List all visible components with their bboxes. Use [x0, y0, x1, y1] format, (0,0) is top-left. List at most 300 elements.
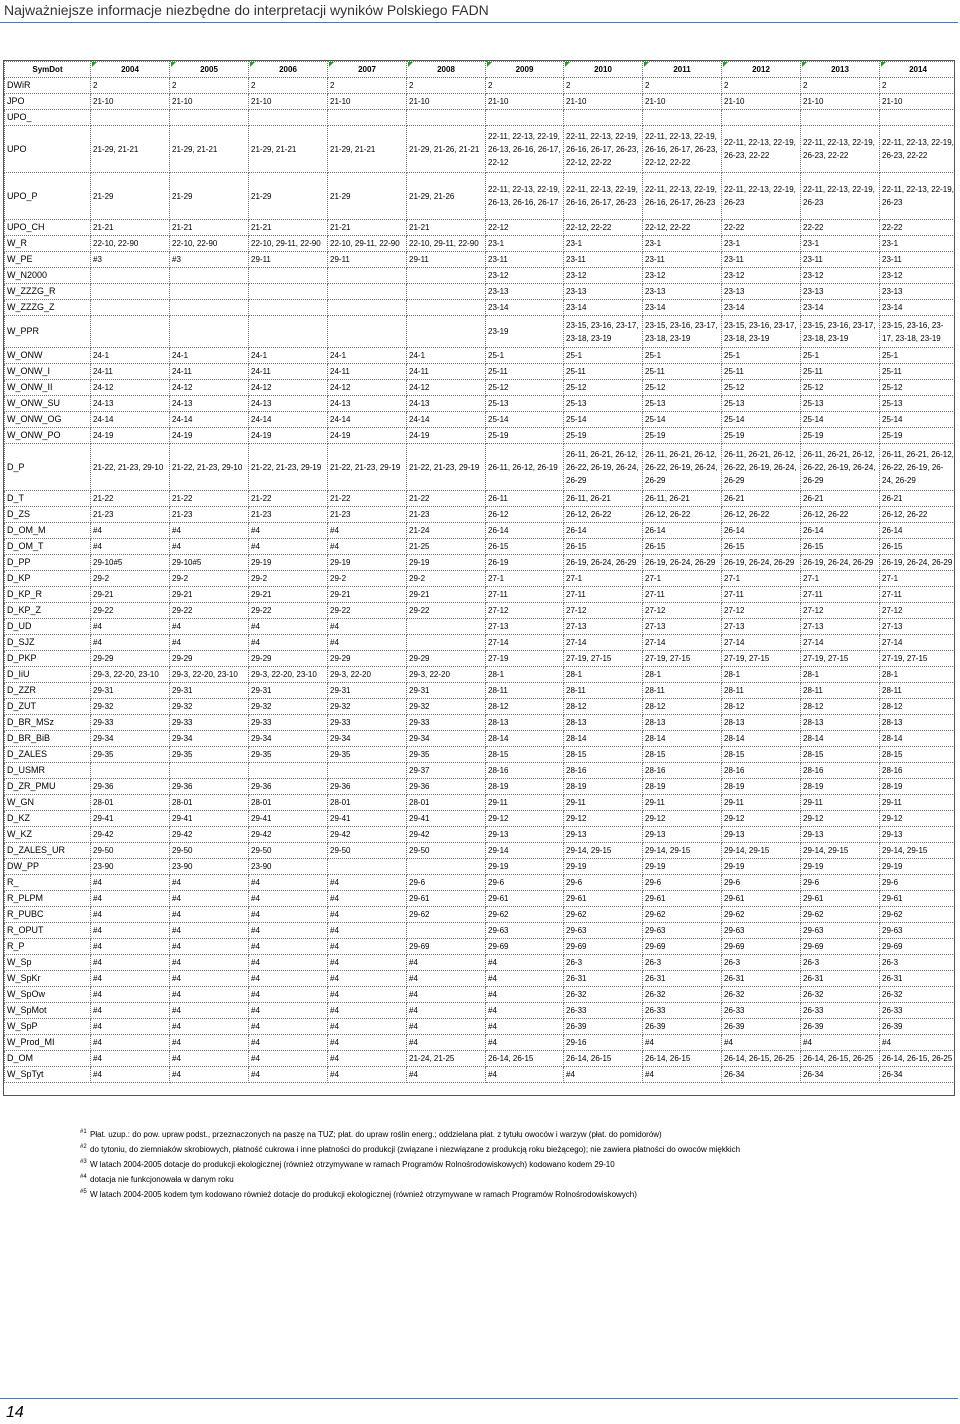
table-cell: 25-11 — [880, 364, 956, 380]
table-row — [5, 220, 956, 236]
table-cell: #4 — [328, 523, 407, 539]
table-cell: 26-39 — [564, 1019, 643, 1035]
table-cell — [170, 284, 249, 300]
table-cell: 27-11 — [643, 587, 722, 603]
page-footer-rule — [0, 1398, 958, 1399]
table-cell: #4 — [328, 891, 407, 907]
table-row — [5, 747, 956, 763]
table-row — [5, 252, 956, 268]
table-cell: 26-15 — [880, 539, 956, 555]
footnote — [80, 1143, 950, 1158]
table-cell: 29-62 — [486, 907, 564, 923]
row-label: W_Sp — [5, 955, 91, 971]
table-cell: 29-19 — [722, 859, 801, 875]
table-cell: 28-01 — [249, 795, 328, 811]
table-cell: 29-63 — [801, 923, 880, 939]
table-cell: 29-42 — [170, 827, 249, 843]
table-cell: 27-12 — [643, 603, 722, 619]
table-cell: 29-11 — [880, 795, 956, 811]
table-cell: #4 — [91, 939, 170, 955]
table-cell: 28-01 — [170, 795, 249, 811]
table-cell: 25-1 — [486, 348, 564, 364]
column-header-label: 2009 — [515, 65, 534, 74]
table-cell: 21-29 — [91, 173, 170, 220]
table-cell: 24-14 — [249, 412, 328, 428]
table-cell: 28-1 — [643, 667, 722, 683]
table-cell — [170, 268, 249, 284]
table-cell: 26-3 — [564, 955, 643, 971]
row-label: W_ONW_II — [5, 380, 91, 396]
table-cell: 24-11 — [407, 364, 486, 380]
table-cell: 25-19 — [564, 428, 643, 444]
column-header-label: 2005 — [200, 65, 218, 74]
table-cell: 24-11 — [249, 364, 328, 380]
table-cell: 26-15 — [801, 539, 880, 555]
table-cell: 27-13 — [801, 619, 880, 635]
table-cell: 29-62 — [643, 907, 722, 923]
table-row — [5, 428, 956, 444]
table-row — [5, 875, 956, 891]
table-cell: 29-10#5 — [91, 555, 170, 571]
table-cell: 28-16 — [880, 763, 956, 779]
table-cell: 23-1 — [880, 236, 956, 252]
table-row — [5, 268, 956, 284]
table-cell: 25-11 — [564, 364, 643, 380]
table-cell — [328, 284, 407, 300]
table-cell: #4 — [407, 1019, 486, 1035]
table-cell: 29-37 — [407, 763, 486, 779]
table-cell: 26-19, 26-24, 26-29 — [643, 555, 722, 571]
table-cell: 29-2 — [407, 571, 486, 587]
table-cell: 25-14 — [722, 412, 801, 428]
table-cell: 26-14, 26-15, 26-25 — [722, 1051, 801, 1067]
table-cell: 28-1 — [486, 667, 564, 683]
table-cell: 27-14 — [722, 635, 801, 651]
table-cell: 29-61 — [486, 891, 564, 907]
row-label: D_ZALES_UR — [5, 843, 91, 859]
table-cell: 23-11 — [643, 252, 722, 268]
table-cell: 28-1 — [801, 667, 880, 683]
table-cell: 27-12 — [486, 603, 564, 619]
table-cell: #4 — [486, 955, 564, 971]
table-cell: 29-61 — [801, 891, 880, 907]
table-cell: #4 — [328, 875, 407, 891]
table-cell: 28-14 — [801, 731, 880, 747]
table-cell: #4 — [486, 1019, 564, 1035]
table-cell: 28-19 — [486, 779, 564, 795]
table-cell: 21-22, 21-23, 29-10 — [170, 444, 249, 491]
table-cell: 22-11, 22-13, 22-19, 26-16, 26-17, 26-23, 22-12, 22-22 — [643, 126, 722, 173]
table-cell: 25-11 — [643, 364, 722, 380]
table-cell: 29-41 — [249, 811, 328, 827]
table-cell: 21-22 — [328, 491, 407, 507]
cell-comment-flag-icon — [723, 62, 728, 67]
table-row — [5, 1035, 956, 1051]
table-cell: 26-34 — [801, 1067, 880, 1083]
table-cell: 28-15 — [564, 747, 643, 763]
row-label: W_ONW_OG — [5, 412, 91, 428]
table-cell: 29-22 — [91, 603, 170, 619]
table-cell: 26-15 — [486, 539, 564, 555]
table-cell: 29-6 — [880, 875, 956, 891]
table-cell: #4 — [170, 619, 249, 635]
table-cell: 24-13 — [91, 396, 170, 412]
table-cell: 27-1 — [801, 571, 880, 587]
table-cell: 22-12 — [486, 220, 564, 236]
row-label: D_OM_T — [5, 539, 91, 555]
table-cell: 21-22 — [407, 491, 486, 507]
table-cell: 29-63 — [643, 923, 722, 939]
table-cell: 29-50 — [328, 843, 407, 859]
table-cell: 29-33 — [170, 715, 249, 731]
row-label: D_KP_Z — [5, 603, 91, 619]
table-cell: #4 — [249, 939, 328, 955]
table-cell: 29-11 — [643, 795, 722, 811]
table-cell: 28-11 — [564, 683, 643, 699]
table-row — [5, 348, 956, 364]
table-cell: 28-13 — [722, 715, 801, 731]
table-cell: 28-16 — [486, 763, 564, 779]
column-header-label: 2011 — [673, 65, 691, 74]
table-cell: 23-90 — [249, 859, 328, 875]
table-cell: 21-22, 21-23, 29-19 — [407, 444, 486, 491]
row-label: W_PPR — [5, 316, 91, 348]
table-cell: 28-14 — [564, 731, 643, 747]
table-cell: 21-10 — [170, 94, 249, 110]
table-cell: 27-19, 27-15 — [564, 651, 643, 667]
table-cell: 26-3 — [643, 955, 722, 971]
table-cell: 28-11 — [722, 683, 801, 699]
table-cell: #4 — [486, 987, 564, 1003]
table-cell: #4 — [91, 891, 170, 907]
table-cell: 28-14 — [643, 731, 722, 747]
table-row — [5, 651, 956, 667]
table-cell: 25-1 — [722, 348, 801, 364]
table-cell: 25-1 — [564, 348, 643, 364]
table-cell: 24-14 — [91, 412, 170, 428]
table-cell: 29-6 — [643, 875, 722, 891]
table-cell: 23-13 — [643, 284, 722, 300]
footnote-text: dotacja nie funkcjonowała w danym roku — [90, 1175, 234, 1184]
table-cell: 26-31 — [722, 971, 801, 987]
table-cell: #4 — [170, 523, 249, 539]
table-cell: 26-12, 26-22 — [880, 507, 956, 523]
table-cell: #4 — [328, 539, 407, 555]
table-cell: #4 — [722, 1035, 801, 1051]
table-cell: 22-10, 29-11, 22-90 — [249, 236, 328, 252]
table-cell: 29-3, 22-20, 23-10 — [91, 667, 170, 683]
table-cell: 26-39 — [880, 1019, 956, 1035]
table-cell: 25-13 — [801, 396, 880, 412]
table-cell: 26-14, 26-15 — [486, 1051, 564, 1067]
table-cell: 22-12, 22-22 — [643, 220, 722, 236]
footnote — [80, 1173, 950, 1188]
table-cell — [407, 316, 486, 348]
table-cell: 28-16 — [722, 763, 801, 779]
column-header — [564, 62, 643, 78]
table-cell: 27-1 — [486, 571, 564, 587]
table-cell — [249, 763, 328, 779]
table-cell: 28-16 — [801, 763, 880, 779]
table-cell: 25-14 — [880, 412, 956, 428]
table-cell: 26-15 — [643, 539, 722, 555]
table-cell: 23-11 — [880, 252, 956, 268]
table-cell: 22-11, 22-13, 22-19, 26-13, 26-16, 26-17 — [486, 173, 564, 220]
table-cell — [407, 300, 486, 316]
table-cell: 22-10, 22-90 — [91, 236, 170, 252]
table-cell: 26-19, 26-24, 26-29 — [722, 555, 801, 571]
row-label: D_OM — [5, 1051, 91, 1067]
table-cell: #4 — [170, 875, 249, 891]
table-cell: 26-39 — [722, 1019, 801, 1035]
table-cell: 26-11, 26-21, 26-12, 26-22, 26-19, 26-24, 26-29 — [564, 444, 643, 491]
table-cell: 21-29 — [170, 173, 249, 220]
table-cell: 25-13 — [643, 396, 722, 412]
table-cell: 29-32 — [407, 699, 486, 715]
table-cell: 26-14, 26-15, 26-25 — [880, 1051, 956, 1067]
table-cell: 28-13 — [801, 715, 880, 731]
table-cell: 25-19 — [880, 428, 956, 444]
table-cell: #4 — [486, 1035, 564, 1051]
table-cell: 26-33 — [722, 1003, 801, 1019]
table-cell: 26-12, 26-22 — [722, 507, 801, 523]
footnote-text: W latach 2004-2005 dotacje do produkcji ekologicznej (również otrzymywane w ramach Programów Rolnośrodowiskowych) kodowano kodem 29-10 — [90, 1160, 615, 1169]
table-cell: 29-63 — [880, 923, 956, 939]
table-cell: 29-62 — [564, 907, 643, 923]
table-cell: 29-69 — [880, 939, 956, 955]
table-cell: 29-29 — [249, 651, 328, 667]
table-cell: #4 — [249, 875, 328, 891]
table-cell — [170, 110, 249, 126]
table-cell: 25-19 — [801, 428, 880, 444]
table-cell — [407, 859, 486, 875]
table-cell: 23-15, 23-16, 23-17, 23-18, 23-19 — [801, 316, 880, 348]
column-header — [486, 62, 564, 78]
table-cell: #4 — [91, 907, 170, 923]
table-cell: 29-31 — [407, 683, 486, 699]
table-cell: 29-11 — [486, 795, 564, 811]
table-row — [5, 587, 956, 603]
column-header — [249, 62, 328, 78]
table-cell: 25-12 — [564, 380, 643, 396]
table-cell — [328, 763, 407, 779]
table-cell: 29-31 — [328, 683, 407, 699]
table-cell: 29-2 — [91, 571, 170, 587]
table-cell: 25-12 — [880, 380, 956, 396]
table-cell: 21-25 — [407, 539, 486, 555]
row-label: D_ZS — [5, 507, 91, 523]
table-cell: 28-01 — [91, 795, 170, 811]
column-header-label: 2010 — [594, 65, 612, 74]
table-row — [5, 987, 956, 1003]
table-cell: 23-15, 23-16, 23-17, 23-18, 23-19 — [643, 316, 722, 348]
table-cell: 26-3 — [880, 955, 956, 971]
table-cell: 27-14 — [486, 635, 564, 651]
table-cell: 26-12 — [486, 507, 564, 523]
table-row — [5, 110, 956, 126]
footnote-mark: #1 — [80, 1129, 87, 1135]
table-cell: 24-11 — [91, 364, 170, 380]
table-cell: 29-41 — [328, 811, 407, 827]
table-cell: 26-21 — [801, 491, 880, 507]
table-cell: #4 — [328, 635, 407, 651]
table-cell: 22-11, 22-13, 22-19, 26-16, 26-17, 26-23, 22-12, 22-22 — [564, 126, 643, 173]
table-cell: 23-14 — [486, 300, 564, 316]
table-cell: 23-11 — [564, 252, 643, 268]
table-cell: #3 — [91, 252, 170, 268]
table-cell: 23-1 — [564, 236, 643, 252]
row-label: W_KZ — [5, 827, 91, 843]
table-cell: 2 — [91, 78, 170, 94]
table-cell: 26-11, 26-21, 26-12, 26-22, 26-19, 26-24, 26-29 — [801, 444, 880, 491]
footnote — [80, 1158, 950, 1173]
table-cell: 21-10 — [564, 94, 643, 110]
table-cell: 29-35 — [91, 747, 170, 763]
table-cell: 28-13 — [643, 715, 722, 731]
footnote-mark: #5 — [80, 1189, 87, 1195]
table-cell: 24-14 — [170, 412, 249, 428]
table-cell — [249, 300, 328, 316]
table-cell: 26-14, 26-15 — [564, 1051, 643, 1067]
table-cell: 24-13 — [170, 396, 249, 412]
table-cell: #4 — [249, 891, 328, 907]
table-cell: #4 — [170, 1051, 249, 1067]
table-cell: 21-10 — [91, 94, 170, 110]
table-cell: 26-11, 26-21, 26-12, 26-22, 26-19, 26-24, 26-29 — [643, 444, 722, 491]
table-cell: 26-31 — [880, 971, 956, 987]
table-cell: 29-50 — [170, 843, 249, 859]
table-cell: 22-22 — [801, 220, 880, 236]
table-cell: 21-21 — [249, 220, 328, 236]
table-cell: #4 — [801, 1035, 880, 1051]
table-cell: 29-61 — [880, 891, 956, 907]
table-cell: 29-33 — [91, 715, 170, 731]
table-cell: #4 — [328, 1051, 407, 1067]
table-cell: 21-23 — [328, 507, 407, 523]
table-cell: 2 — [328, 78, 407, 94]
table-cell: 23-13 — [486, 284, 564, 300]
table-cell: 23-12 — [801, 268, 880, 284]
column-header-label: 2014 — [909, 65, 927, 74]
row-label: W_ZZZG_R — [5, 284, 91, 300]
table-cell: 29-14, 29-15 — [564, 843, 643, 859]
row-label: R_PUBC — [5, 907, 91, 923]
table-cell: 28-11 — [643, 683, 722, 699]
table-cell — [91, 300, 170, 316]
table-cell: 23-14 — [880, 300, 956, 316]
table-cell: 21-22, 21-23, 29-19 — [328, 444, 407, 491]
table-cell: #4 — [486, 1067, 564, 1083]
table-cell: 21-29, 21-21 — [170, 126, 249, 173]
table-cell: #4 — [249, 923, 328, 939]
column-header — [170, 62, 249, 78]
table-cell — [170, 316, 249, 348]
table-row — [5, 619, 956, 635]
table-cell: 29-16 — [564, 1035, 643, 1051]
row-label: W_SpTyt — [5, 1067, 91, 1083]
table-row — [5, 300, 956, 316]
table-cell: 23-14 — [801, 300, 880, 316]
table-cell: 23-13 — [564, 284, 643, 300]
table-cell: 28-19 — [722, 779, 801, 795]
table-cell: 2 — [170, 78, 249, 94]
table-cell: 22-11, 22-13, 22-19, 26-23 — [880, 173, 956, 220]
table-cell: 21-21 — [407, 220, 486, 236]
table-cell: 27-14 — [801, 635, 880, 651]
table-cell: 23-12 — [486, 268, 564, 284]
table-cell — [643, 110, 722, 126]
footnote-mark: #3 — [80, 1159, 87, 1165]
column-header-label: 2013 — [831, 65, 849, 74]
table-cell: #4 — [170, 939, 249, 955]
row-label: D_IiU — [5, 667, 91, 683]
table-cell: 26-12, 26-22 — [564, 507, 643, 523]
table-cell: 29-61 — [722, 891, 801, 907]
column-header-label: 2006 — [279, 65, 297, 74]
table-cell: #4 — [170, 1003, 249, 1019]
table-cell: 29-13 — [643, 827, 722, 843]
table-cell: 29-32 — [170, 699, 249, 715]
table-cell: 29-3, 22-20, 23-10 — [170, 667, 249, 683]
table-cell: 26-31 — [643, 971, 722, 987]
table-cell: 22-12, 22-22 — [564, 220, 643, 236]
table-cell: 24-19 — [249, 428, 328, 444]
table-cell: 29-63 — [564, 923, 643, 939]
table-cell: 21-10 — [643, 94, 722, 110]
table-cell: 23-12 — [643, 268, 722, 284]
table-cell: 29-14, 29-15 — [801, 843, 880, 859]
page-header-title: Najważniejsze informacje niezbędne do interpretacji wyników Polskiego FADN — [4, 2, 489, 18]
table-row — [5, 491, 956, 507]
table-cell: 24-12 — [407, 380, 486, 396]
table-cell: 2 — [407, 78, 486, 94]
table-cell: 27-11 — [880, 587, 956, 603]
table-cell: 26-14 — [880, 523, 956, 539]
table-cell: 26-14 — [722, 523, 801, 539]
table-cell: #4 — [249, 1019, 328, 1035]
table-cell: #4 — [407, 971, 486, 987]
table-row — [5, 1003, 956, 1019]
table-cell: 24-14 — [407, 412, 486, 428]
footnote-text: W latach 2004-2005 kodem tym kodowano również dotacje do produkcji ekologicznej (również otrzymywane w ramach Programów Rolnośrodowiskowych) — [90, 1190, 637, 1199]
table-cell: 29-14, 29-15 — [880, 843, 956, 859]
symdot-table-container — [3, 60, 955, 1096]
table-cell: 24-13 — [249, 396, 328, 412]
table-cell: 23-1 — [486, 236, 564, 252]
table-cell: 22-11, 22-13, 22-19, 26-23, 22-22 — [880, 126, 956, 173]
table-cell: 29-31 — [170, 683, 249, 699]
table-cell: 21-21 — [328, 220, 407, 236]
table-cell: 23-15, 23-16, 23-17, 23-18, 23-19 — [880, 316, 956, 348]
table-cell: 24-13 — [407, 396, 486, 412]
table-cell: 25-13 — [722, 396, 801, 412]
table-cell — [249, 110, 328, 126]
row-label: W_ZZZG_Z — [5, 300, 91, 316]
table-cell: 29-12 — [801, 811, 880, 827]
table-cell: 29-62 — [407, 907, 486, 923]
table-cell — [328, 859, 407, 875]
table-cell: 29-13 — [801, 827, 880, 843]
table-cell: 24-19 — [170, 428, 249, 444]
table-cell: 29-13 — [486, 827, 564, 843]
page-header — [0, 0, 958, 23]
table-cell — [564, 110, 643, 126]
table-cell: 25-14 — [486, 412, 564, 428]
table-cell: #4 — [328, 1003, 407, 1019]
table-row — [5, 316, 956, 348]
table-cell: 29-6 — [486, 875, 564, 891]
table-cell: 26-14 — [564, 523, 643, 539]
